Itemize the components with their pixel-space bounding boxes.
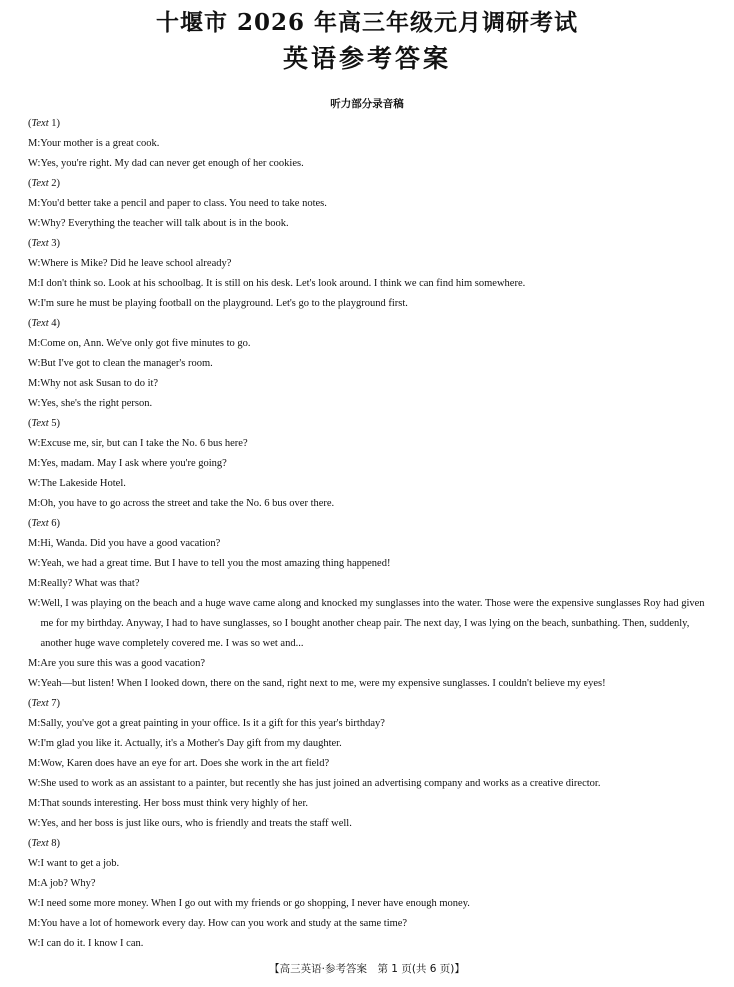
speaker-label: M: [28, 798, 41, 809]
utterance-text: I can do it. I know I can. [40, 938, 144, 949]
utterance-text: Sally, you've got a great painting in your office. Is it a gift for this year's birthday? [40, 718, 385, 729]
utterance-text: Your mother is a great cook. [40, 138, 160, 149]
utterance-text: You'd better take a pencil and paper to class. You need to take notes. [40, 198, 327, 209]
speaker-label: M: [28, 878, 41, 889]
speaker-label: M: [28, 498, 41, 509]
dialogue-line [28, 474, 718, 494]
speaker-label: M: [28, 758, 41, 769]
dialogue-line [28, 454, 718, 474]
utterance-text: Yes, madam. May I ask where you're going? [40, 458, 227, 469]
speaker-label: W: [28, 398, 41, 409]
speaker-label: M: [28, 138, 41, 149]
utterance-text: She used to work as an assistant to a painter, but recently she has just joined an advertising company and works as a creative director. [40, 778, 601, 789]
speaker-label: W: [28, 558, 41, 569]
text-header-open: ( [28, 118, 32, 129]
text-header-number: 6) [48, 518, 60, 529]
utterance-text: Where is Mike? Did he leave school already? [40, 258, 232, 269]
utterance-text: I need some more money. When I go out with my friends or go shopping, I never have enough money. [40, 898, 470, 909]
dialogue-line [28, 774, 718, 794]
text-header-open: ( [28, 418, 32, 429]
utterance-text: Why not ask Susan to do it? [40, 378, 159, 389]
dialogue-line [28, 734, 718, 754]
speaker-label: W: [28, 438, 41, 449]
utterance-text: But I've got to clean the manager's room. [40, 358, 213, 369]
text-section-header [28, 694, 718, 714]
text-header-number: 7) [48, 698, 60, 709]
text-header-label: Text [31, 518, 49, 529]
dialogue-line [28, 194, 718, 214]
text-section-header [28, 514, 718, 534]
dialogue-line [28, 714, 718, 734]
dialogue-line [28, 534, 718, 554]
text-header-open: ( [28, 178, 32, 189]
speaker-label: M: [28, 658, 41, 669]
utterance-text: I don't think so. Look at his schoolbag. It is still on his desk. Let's look around. I think we can find him somewhere. [40, 278, 526, 289]
dialogue-line [28, 134, 718, 154]
utterance-text: Excuse me, sir, but can I take the No. 6 bus here? [40, 438, 248, 449]
dialogue-line [28, 814, 718, 834]
text-header-label: Text [31, 698, 49, 709]
utterance-text: Wow, Karen does have an eye for art. Does she work in the art field? [40, 758, 330, 769]
utterance-text: You have a lot of homework every day. How can you work and study at the same time? [40, 918, 408, 929]
dialogue-line [28, 254, 718, 274]
text-header-number: 1) [48, 118, 60, 129]
speaker-label: W: [28, 258, 41, 269]
dialogue-line [28, 294, 718, 314]
utterance-text: I'm sure he must be playing football on the playground. Let's go to the playground first. [40, 298, 408, 309]
text-header-number: 8) [48, 838, 60, 849]
speaker-label: W: [28, 358, 41, 369]
utterance-text: Yeah—but listen! When I looked down, there on the sand, right next to me, were my expensive sunglasses. I couldn't believe my eyes! [40, 678, 606, 689]
dialogue-line [28, 654, 718, 674]
speaker-label: W: [28, 738, 41, 749]
speaker-label: W: [28, 598, 41, 609]
dialogue-line [28, 854, 718, 874]
dialogue-line [28, 334, 718, 354]
text-header-label: Text [31, 178, 49, 189]
text-header-number: 3) [48, 238, 60, 249]
utterance-text: I want to get a job. [40, 858, 120, 869]
answer-key-title: 英语参考答案 [282, 44, 451, 73]
dialogue-line [28, 394, 718, 414]
utterance-text: That sounds interesting. Her boss must think very highly of her. [40, 798, 308, 809]
page-footer: 【高三英语·参考答案 第 1 页(共 6 页)】 [269, 963, 465, 975]
utterance-text: I'm glad you like it. Actually, it's a Mother's Day gift from my daughter. [40, 738, 342, 749]
text-header-open: ( [28, 698, 32, 709]
text-header-label: Text [31, 238, 49, 249]
dialogue-line [28, 434, 718, 454]
utterance-text: Well, I was playing on the beach and a huge wave came along and knocked my sunglasses into the water. Those were the expensive sunglasses Roy had given me for my birthday. Anyway, I had to have sunglasses, so I bought another cheap pair. The next day, I was lying on the beach, sunbathing. Then, suddenly, another huge wave completely covered me. I was so wet and... [40, 598, 705, 649]
text-section-header [28, 414, 718, 434]
speaker-label: W: [28, 938, 41, 949]
text-header-number: 2) [48, 178, 60, 189]
text-section-header [28, 234, 718, 254]
text-section-header [28, 114, 718, 134]
text-header-label: Text [31, 318, 49, 329]
speaker-label: M: [28, 538, 41, 549]
dialogue-line [28, 354, 718, 374]
speaker-label: W: [28, 778, 41, 789]
speaker-label: W: [28, 818, 41, 829]
dialogue-line [28, 154, 718, 174]
dialogue-line [28, 374, 718, 394]
utterance-text: Why? Everything the teacher will talk about is in the book. [40, 218, 289, 229]
text-header-label: Text [31, 418, 49, 429]
utterance-text: Are you sure this was a good vacation? [40, 658, 206, 669]
dialogue-line [28, 594, 718, 654]
speaker-label: W: [28, 218, 41, 229]
dialogue-line [28, 794, 718, 814]
dialogue-line [28, 894, 718, 914]
speaker-label: M: [28, 458, 41, 469]
speaker-label: M: [28, 338, 41, 349]
speaker-label: M: [28, 918, 41, 929]
text-header-label: Text [31, 838, 49, 849]
listening-transcript [28, 114, 718, 954]
text-header-label: Text [31, 118, 49, 129]
text-header-number: 5) [48, 418, 60, 429]
speaker-label: M: [28, 278, 41, 289]
section-title: 听力部分录音稿 [330, 98, 404, 110]
dialogue-line [28, 674, 718, 694]
speaker-label: W: [28, 478, 41, 489]
utterance-text: A job? Why? [40, 878, 96, 889]
exam-title: 十堰市 2026 年高三年级元月调研考试 [155, 9, 579, 36]
utterance-text: Really? What was that? [40, 578, 140, 589]
speaker-label: M: [28, 578, 41, 589]
utterance-text: Yes, you're right. My dad can never get enough of her cookies. [40, 158, 304, 169]
dialogue-line [28, 754, 718, 774]
text-header-open: ( [28, 238, 32, 249]
dialogue-line [28, 494, 718, 514]
speaker-label: W: [28, 678, 41, 689]
dialogue-line [28, 554, 718, 574]
speaker-label: W: [28, 898, 41, 909]
speaker-label: W: [28, 858, 41, 869]
speaker-label: M: [28, 378, 41, 389]
speaker-label: M: [28, 198, 41, 209]
dialogue-line [28, 274, 718, 294]
speaker-label: W: [28, 158, 41, 169]
speaker-label: W: [28, 298, 41, 309]
utterance-text: Yes, and her boss is just like ours, who is friendly and treats the staff well. [40, 818, 352, 829]
dialogue-line [28, 214, 718, 234]
utterance-text: Hi, Wanda. Did you have a good vacation? [40, 538, 221, 549]
dialogue-line [28, 874, 718, 894]
dialogue-line [28, 914, 718, 934]
utterance-text: Yeah, we had a great time. But I have to tell you the most amazing thing happened! [40, 558, 391, 569]
utterance-text: Come on, Ann. We've only got five minutes to go. [40, 338, 251, 349]
speaker-label: M: [28, 718, 41, 729]
text-header-open: ( [28, 318, 32, 329]
utterance-text: Oh, you have to go across the street and take the No. 6 bus over there. [40, 498, 335, 509]
dialogue-line [28, 574, 718, 594]
text-section-header [28, 174, 718, 194]
utterance-text: The Lakeside Hotel. [40, 478, 126, 489]
text-section-header [28, 314, 718, 334]
text-header-number: 4) [48, 318, 60, 329]
text-header-open: ( [28, 838, 32, 849]
text-header-open: ( [28, 518, 32, 529]
dialogue-line [28, 934, 718, 954]
text-section-header [28, 834, 718, 854]
utterance-text: Yes, she's the right person. [40, 398, 153, 409]
